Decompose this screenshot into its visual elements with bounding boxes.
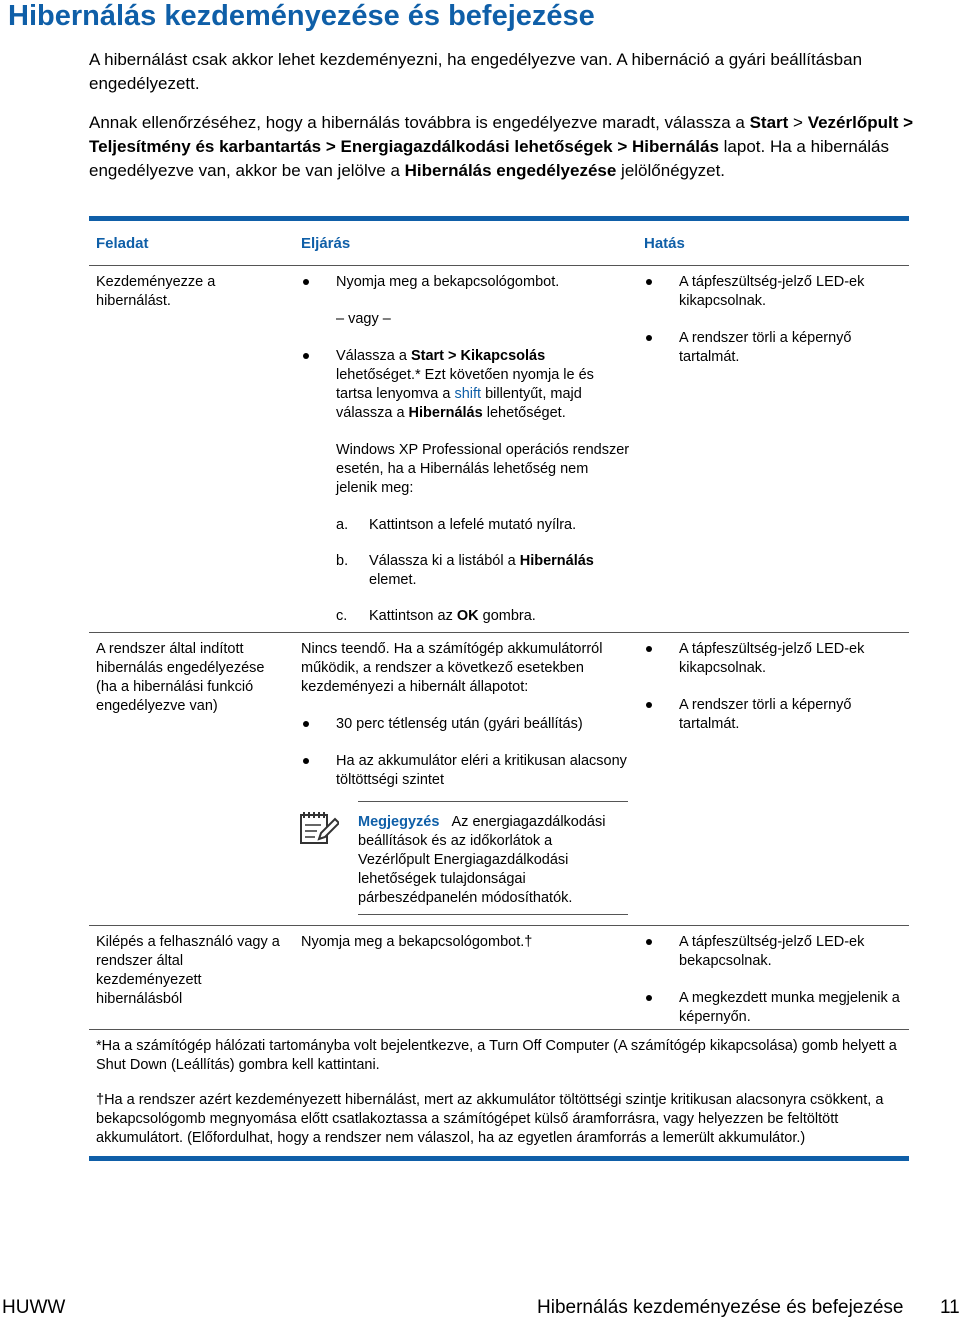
note-top-rule: [358, 801, 628, 802]
footnote-dagger: †Ha a rendszer azért kezdeményezett hibernálást, mert az akkumulátor töltöttségi szintje kritikusan alacsonyra csökkent, a bekapcsológomb megnyomása előtt csatlakoztassa a számítógépet külső áramforrásra, vagy helyezzen be feltöltött akkumulátort. (Előfordulhat, hogy a rendszer nem válaszol, ha az egyetlen áramforrás a lemerült akkumulátor.): [96, 1092, 884, 1146]
intro-text: Annak ellenőrzéséhez, hogy a hibernálás továbbra is engedélyezve maradt, válassza a: [89, 113, 750, 132]
step-item: [301, 607, 631, 626]
intro-paragraph-2: [89, 111, 929, 183]
path-separator: >: [788, 113, 808, 132]
intro-text: jelölőnégyzet.: [616, 161, 726, 180]
step-bold: OK: [456, 608, 479, 624]
list-item: A megkezdett munka megjelenik a képernyőn.: [644, 989, 904, 1027]
list-item: 30 perc tétlenség után (gyári beállítás): [301, 715, 631, 734]
procedure-cell: [301, 640, 631, 808]
item-text: lehetőséget.* Ezt követően nyomja le és tartsa lenyomva a: [336, 367, 594, 402]
effect-cell: [644, 933, 904, 1045]
table-header: [89, 221, 909, 265]
table-row: [89, 633, 909, 925]
procedure-intro: Nincs teendő. Ha a számítógép akkumulátorról működik, a rendszer a következő esetekben kezdeményezi a hibernált állapotot:: [301, 641, 603, 695]
table-row: [89, 926, 909, 1029]
procedure-table: [89, 216, 909, 1161]
note-bottom-rule: [358, 914, 628, 915]
checkbox-ref: Hibernálás engedélyezése: [404, 161, 617, 180]
page-heading: Hibernálás kezdeményezése és befejezése: [8, 0, 595, 32]
item-text: lehetőséget.: [482, 405, 566, 421]
list-item: A rendszer törli a képernyő tartalmát.: [644, 696, 904, 734]
list-item: A tápfeszültség-jelző LED-ek bekapcsolnak.: [644, 933, 904, 971]
intro-paragraph-1: A hibernálást csak akkor lehet kezdeményezni, ha engedélyezve van. A hibernáció a gyári beállításban engedélyezett.: [89, 50, 863, 93]
item-text: Válassza a: [336, 348, 411, 364]
footer-section-title: Hibernálás kezdeményezése és befejezése: [537, 1297, 904, 1318]
list-item: A tápfeszültség-jelző LED-ek kikapcsolnak.: [644, 640, 904, 678]
footer-page-number: 11: [940, 1297, 960, 1318]
intro-text: lapot. Ha a hibernálás engedélyezve van, akkor be van jelölve a: [89, 137, 890, 180]
control-panel-path: Vezérlőpult > Teljesítmény és karbantartás > Energiagazdálkodási lehetőségek > Hibernálás: [89, 113, 914, 156]
shift-key: shift: [454, 386, 482, 402]
step-item: [301, 516, 631, 535]
list-item: [301, 347, 631, 423]
step-label: b.: [336, 553, 349, 569]
hibernate-option: Hibernálás: [408, 405, 483, 421]
task-cell: A rendszer által indított hibernálás engedélyezése (ha a hibernálási funkció engedélyezve van): [96, 641, 265, 714]
note-text: [358, 813, 628, 908]
menu-path: Start > Kikapcsolás: [410, 348, 546, 364]
header-task: Feladat: [96, 235, 149, 252]
procedure-cell: [301, 273, 631, 643]
procedure-cell: Nyomja meg a bekapcsológombot.†: [301, 934, 533, 950]
list-item: Nyomja meg a bekapcsológombot.: [301, 273, 631, 292]
table-bottom-rule: [89, 1156, 909, 1161]
step-item: [301, 552, 631, 590]
list-item: A rendszer törli a képernyő tartalmát.: [644, 329, 904, 367]
task-cell: Kilépés a felhasználó vagy a rendszer által kezdeményezett hibernálásból: [96, 934, 280, 1007]
step-text: Kattintson a lefelé mutató nyílra.: [369, 517, 577, 533]
note-title: Megjegyzés: [358, 814, 440, 830]
footnotes: [89, 1030, 909, 1156]
or-separator: – vagy –: [336, 311, 391, 327]
header-procedure: Eljárás: [301, 235, 351, 252]
step-text: Válassza ki a listából a: [369, 553, 520, 569]
task-cell: Kezdeményezze a hibernálást.: [96, 274, 216, 309]
step-label: c.: [336, 608, 348, 624]
effect-cell: [644, 273, 904, 385]
list-item: Ha az akkumulátor eléri a kritikusan alacsony töltöttségi szintet: [301, 752, 631, 790]
footnote-asterisk: *Ha a számítógép hálózati tartományba volt bejelentkezve, a Turn Off Computer (A számítógép kikapcsolása) gomb helyett a Shut Down (Leállítás) gombra kell kattintani.: [96, 1038, 897, 1073]
list-item: A tápfeszültség-jelző LED-ek kikapcsolnak.: [644, 273, 904, 311]
note-pencil-icon: [299, 809, 339, 847]
footer-doc-code: HUWW: [2, 1297, 66, 1318]
note-body: Az energiagazdálkodási beállítások és az időkorlátok a Vezérlőpult Energiagazdálkodási lehetőségek tulajdonságai párbeszédpanelén módosíthatók.: [358, 814, 606, 906]
header-effect: Hatás: [644, 235, 685, 252]
xp-note: Windows XP Professional operációs rendszer esetén, ha a Hibernálás lehetőség nem jelenik meg:: [336, 442, 630, 496]
step-text: gombra.: [478, 608, 536, 624]
step-text: elemet.: [369, 572, 417, 588]
item-text: billentyűt, majd válassza a: [336, 386, 582, 421]
table-row: [89, 266, 909, 632]
start-menu-ref: Start: [749, 113, 789, 132]
step-label: a.: [336, 517, 349, 533]
effect-cell: [644, 640, 904, 752]
step-bold: Hibernálás: [519, 553, 594, 569]
step-text: Kattintson az: [369, 608, 457, 624]
